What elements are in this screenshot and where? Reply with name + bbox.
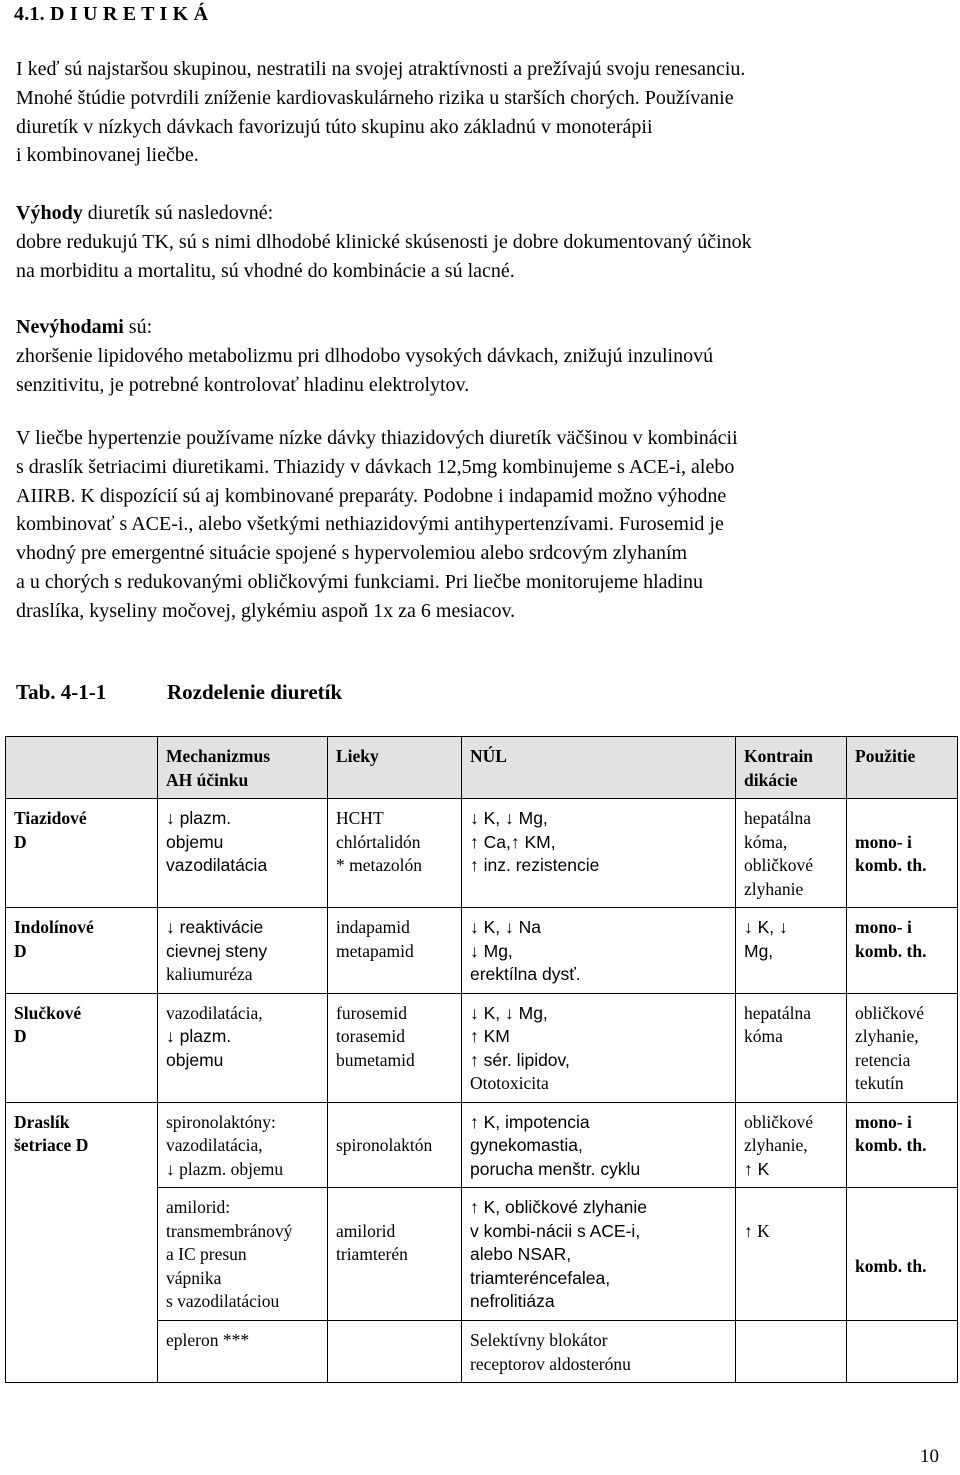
cell-line: a IC presun (166, 1244, 247, 1264)
cell-line: Selektívny blokátor (470, 1330, 608, 1350)
table-row (6, 908, 958, 994)
cell-line: Draslík (14, 1111, 70, 1132)
section-heading: 4.1. D I U R E T I K Á (14, 3, 209, 25)
header-cell-contraindications (736, 737, 847, 799)
cell-line: hepatálna (744, 808, 812, 828)
cell-line (336, 1111, 453, 1135)
nul-cell (462, 1321, 736, 1383)
contraindications-cell (736, 1188, 847, 1321)
drugs-cell (328, 1102, 462, 1188)
cell-line: chlórtalidón (336, 831, 421, 852)
cell-line: ↓ K, ↓ Mg, (470, 808, 548, 828)
cell-line: ↑ K, impotencia (470, 1111, 590, 1132)
cell-line: komb. th. (855, 1135, 927, 1155)
cell-line: ↑ Ca,↑ KM, (470, 831, 556, 852)
header-cell-nul (462, 737, 736, 799)
cell-line: komb. th. (855, 940, 927, 961)
nul-cell (462, 799, 736, 908)
cell-line: spironolaktóny: (166, 1111, 276, 1132)
cell-line: * metazolón (336, 855, 423, 875)
disadvantages-label: Nevýhodami (16, 316, 124, 338)
cell-line: indapamid (336, 917, 410, 937)
cell-line: triamterén (336, 1244, 408, 1264)
cell-line: transmembránový (166, 1220, 293, 1241)
table-row (6, 1102, 958, 1188)
cell-line: ↑ K (744, 1158, 770, 1179)
cell-line: amilorid: (166, 1197, 231, 1217)
cell-line: porucha menštr. cyklu (470, 1158, 641, 1179)
nul-cell (462, 1188, 736, 1321)
table-header-row (6, 737, 958, 799)
text-line: dobre redukujú TK, sú s nimi dlhodobé klinické skúsenosti je dobre dokumentovaný účinok (16, 230, 752, 253)
header-line: Lieky (336, 746, 379, 766)
text-line: s draslík šetriacimi diuretikami. Thiazidy v dávkach 12,5mg kombinujeme s ACE-i, alebo (16, 455, 735, 478)
cell-line: ↓ K, ↓ Na (470, 917, 541, 937)
cell-line: cievnej steny (166, 940, 268, 961)
contraindications-cell (736, 993, 847, 1102)
cell-line: vazodilatácia, (166, 1135, 263, 1155)
cell-line: Indolínové (14, 917, 94, 937)
drugs-cell (328, 1188, 462, 1321)
cell-line: obličkové (855, 1002, 925, 1023)
text-line: i kombinovanej liečbe. (16, 144, 199, 167)
header-line: dikácie (744, 769, 798, 790)
nul-cell (462, 1102, 736, 1188)
table-row (6, 993, 958, 1102)
text-line: draslíka, kyseliny močovej, glykémiu aspoň 1x za 6 mesiacov. (16, 599, 516, 622)
cell-line: ↓ Mg, (470, 940, 513, 961)
cell-line: zlyhanie, (744, 1135, 808, 1155)
nul-cell (462, 993, 736, 1102)
cell-line: mono- i (855, 1111, 912, 1132)
cell-line: ↓ plazm. (166, 1026, 232, 1046)
cell-line: kaliumuréza (166, 964, 253, 984)
cell-line: komb. th. (855, 1256, 927, 1276)
header-cell-use (847, 737, 958, 799)
header-line: AH účinku (166, 769, 249, 790)
cell-line: D (14, 940, 27, 961)
text-line (16, 313, 946, 342)
use-cell (847, 1102, 958, 1188)
cell-line: objemu (166, 831, 224, 852)
cell-line: ↑ sér. lipidov, (470, 1049, 570, 1070)
cell-line (855, 1232, 949, 1256)
header-line: NÚL (470, 746, 507, 766)
cell-line: hepatálna (744, 1002, 812, 1023)
cell-line: gynekomastia, (470, 1135, 583, 1155)
cell-line: tekutín (855, 1073, 904, 1093)
text-line: diuretík v nízkych dávkach favorizujú túto skupinu ako základnú v monoterápii (16, 115, 653, 138)
cell-line: ↑ K, obličkové zlyhanie (470, 1197, 648, 1217)
mechanism-cell (158, 1321, 328, 1383)
cell-line: kóma (744, 1026, 783, 1046)
text-fragment: diuretík sú nasledovné: (82, 202, 274, 224)
header-cell-empty (6, 737, 158, 799)
cell-line: alebo NSAR, (470, 1244, 572, 1264)
row-group-cell (6, 1102, 158, 1383)
cell-line: receptorov aldosterónu (470, 1353, 631, 1374)
cell-line: retencia (855, 1049, 911, 1070)
cell-line: furosemid (336, 1002, 407, 1023)
header-line: Kontrain (744, 746, 814, 766)
cell-line: spironolaktón (336, 1135, 433, 1155)
text-line: vhodný pre emergentné situácie spojené s hypervolemiou alebo srdcovým zlyhaním (16, 542, 688, 565)
paragraph-treatment (16, 424, 946, 626)
mechanism-cell (158, 799, 328, 908)
cell-line: s vazodilatáciou (166, 1291, 280, 1311)
contraindications-cell (736, 1321, 847, 1383)
header-line: Použitie (855, 746, 916, 766)
header-cell-drugs (328, 737, 462, 799)
paragraph-intro (16, 55, 946, 170)
cell-line: Slučkové (14, 1002, 82, 1023)
cell-line (336, 1196, 453, 1220)
cell-line: Tiazidové (14, 808, 87, 828)
text-line: I keď sú najstaršou skupinou, nestratili na svojej atraktívnosti a prežívajú svoju renesanciu. (16, 58, 746, 80)
cell-line: ↑ KM (470, 1026, 510, 1046)
cell-line: zlyhanie, (855, 1026, 919, 1046)
cell-line: šetriace D (14, 1135, 89, 1155)
cell-line: metapamid (336, 940, 414, 961)
text-line: V liečbe hypertenzie používame nízke dávky thiazidových diuretík väčšinou v kombinácii (16, 427, 738, 449)
cell-line: bumetamid (336, 1049, 415, 1070)
cell-line: vazodilatácia, (166, 1002, 263, 1023)
cell-line: ↑ inz. rezistencie (470, 855, 600, 875)
cell-line: ↓ K, ↓ Mg, (470, 1002, 548, 1023)
page-number: 10 (920, 1446, 939, 1467)
paragraph-advantages (16, 199, 946, 285)
table-caption-title: Rozdelenie diuretík (167, 680, 343, 704)
contraindications-cell (736, 908, 847, 994)
use-cell (847, 1321, 958, 1383)
cell-line: mono- i (855, 831, 912, 852)
contraindications-cell (736, 1102, 847, 1188)
text-line: Mnohé štúdie potvrdili zníženie kardiovaskulárneho rizika u starších chorých. Používanie (16, 86, 734, 109)
text-line: AIIRB. K dispozícií sú aj kombinované preparáty. Podobne i indapamid možno výhodne (16, 484, 727, 507)
table-row (6, 799, 958, 908)
cell-line: zlyhanie (744, 878, 804, 899)
text-line: na morbiditu a mortalitu, sú vhodné do kombinácie a sú lacné. (16, 259, 515, 282)
cell-line: Mg, (744, 940, 774, 961)
cell-line: Ototoxicita (470, 1073, 549, 1093)
cell-line: vazodilatácia (166, 855, 268, 875)
cell-line: torasemid (336, 1026, 406, 1046)
text-fragment: sú: (123, 316, 153, 338)
cell-line: ↓ K, ↓ (744, 917, 788, 937)
cell-line: HCHT (336, 808, 384, 828)
paragraph-disadvantages (16, 313, 946, 399)
table-body (6, 737, 958, 1383)
drugs-cell (328, 1321, 462, 1383)
cell-line: obličkové (744, 1111, 814, 1132)
cell-line: triamteréncefalea, (470, 1267, 611, 1288)
diuretics-table (5, 736, 958, 1383)
cell-line: amilorid (336, 1220, 396, 1241)
drugs-cell (328, 993, 462, 1102)
cell-line: obličkové (744, 855, 814, 875)
cell-line: vápnika (166, 1267, 222, 1288)
row-group-cell (6, 799, 158, 908)
text-line: a u chorých s redukovanými obličkovými funkciami. Pri liečbe monitorujeme hladinu (16, 570, 704, 593)
cell-line: epleron *** (166, 1330, 250, 1350)
header-cell-mechanism (158, 737, 328, 799)
cell-line: ↓ plazm. (166, 808, 232, 828)
mechanism-cell (158, 908, 328, 994)
drugs-cell (328, 799, 462, 908)
cell-line: ↓ reaktivácie (166, 917, 264, 937)
cell-line: erektílna dysť. (470, 964, 581, 984)
cell-line: objemu (166, 1049, 224, 1070)
advantages-label: Výhody (16, 202, 83, 224)
use-cell (847, 799, 958, 908)
text-line: zhoršenie lipidového metabolizmu pri dlhodobo vysokých dávkach, znižujú inzulinovú (16, 344, 714, 367)
cell-line (744, 1196, 838, 1220)
table-caption-number: Tab. 4-1-1 (16, 680, 107, 704)
use-cell (847, 908, 958, 994)
cell-line: ↓ plazm. objemu (166, 1158, 284, 1179)
text-line: kombinovať s ACE-i., alebo všetkými nethiazidovými antihypertenzívami. Furosemid je (16, 513, 724, 536)
contraindications-cell (736, 799, 847, 908)
cell-line: ↑ K (744, 1220, 770, 1241)
text-line: senzitivitu, je potrebné kontrolovať hladinu elektrolytov. (16, 373, 470, 396)
row-group-cell (6, 908, 158, 994)
header-line: Mechanizmus (166, 746, 271, 766)
cell-line: D (14, 831, 27, 852)
cell-line: komb. th. (855, 855, 927, 875)
row-group-cell (6, 993, 158, 1102)
cell-line: mono- i (855, 917, 912, 937)
use-cell (847, 993, 958, 1102)
mechanism-cell (158, 993, 328, 1102)
text-line (16, 199, 946, 228)
drugs-cell (328, 908, 462, 994)
mechanism-cell (158, 1102, 328, 1188)
use-cell (847, 1188, 958, 1321)
cell-line: D (14, 1026, 27, 1046)
nul-cell (462, 908, 736, 994)
cell-line: v kombi-nácii s ACE-i, (470, 1220, 641, 1241)
cell-line: nefrolitiáza (470, 1291, 555, 1311)
mechanism-cell (158, 1188, 328, 1321)
cell-line: kóma, (744, 831, 788, 852)
